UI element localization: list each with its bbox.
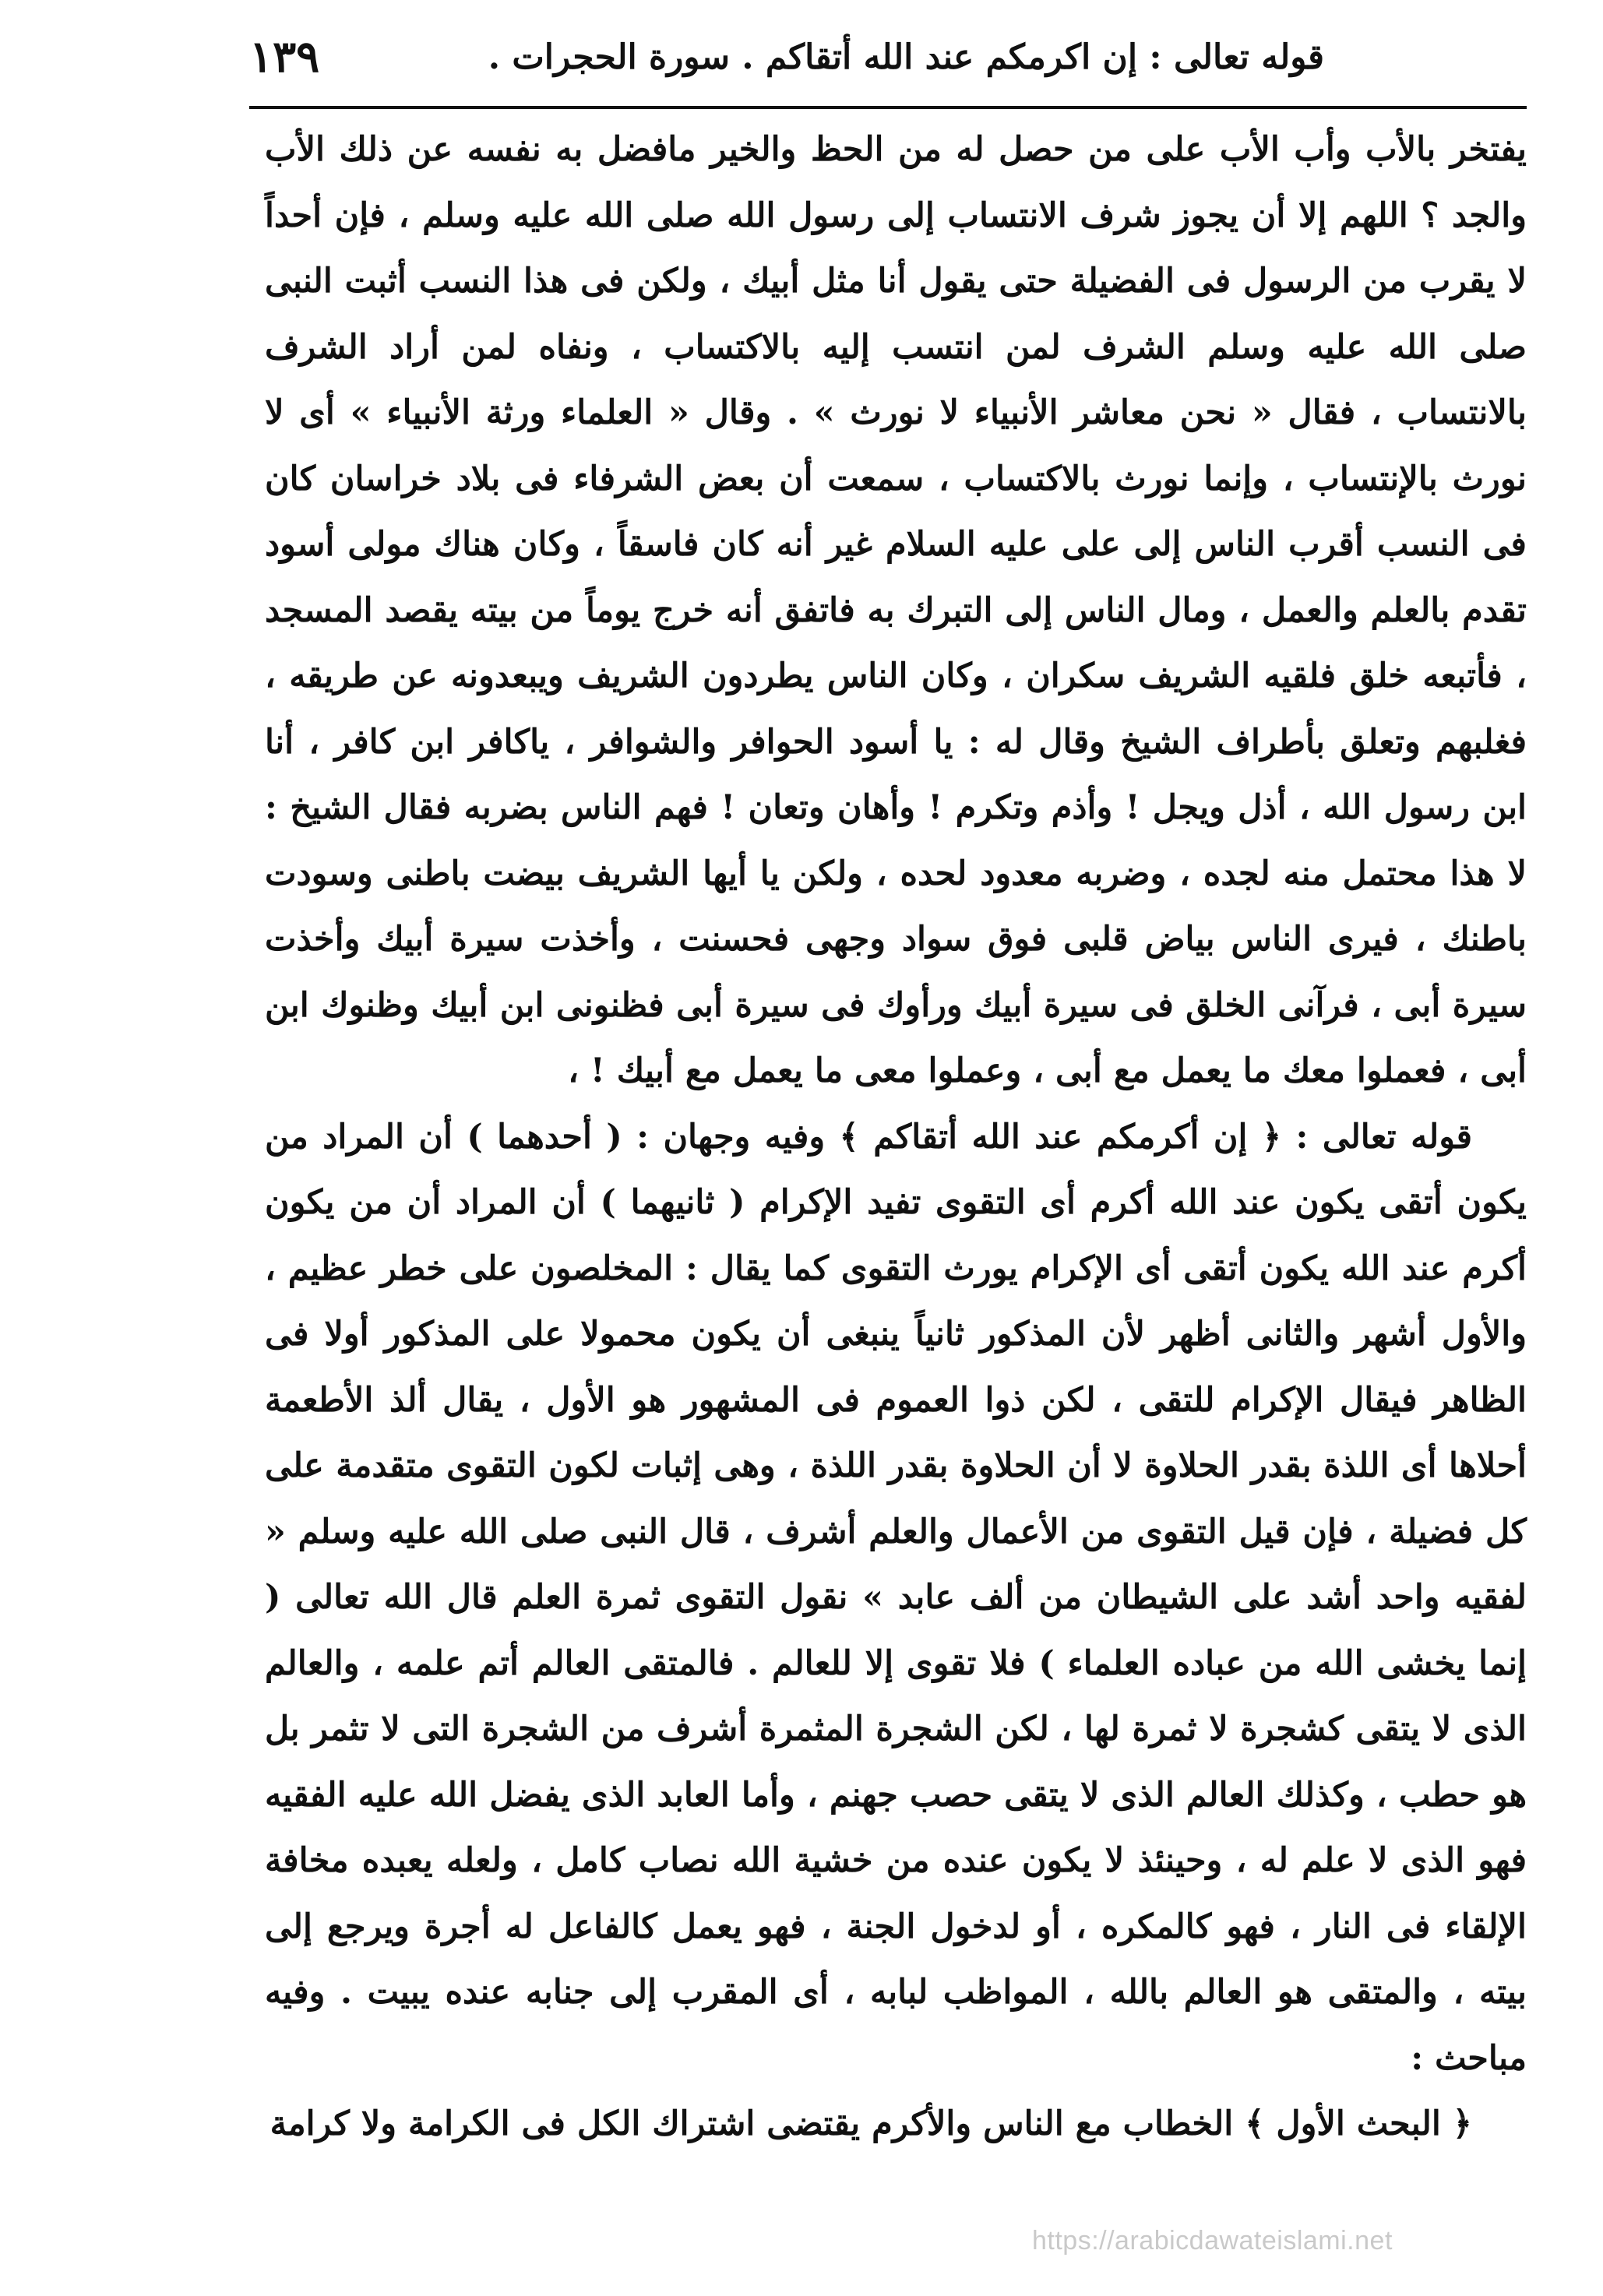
page-number: ١٣٩ xyxy=(249,31,320,83)
paragraph-genealogy-story: يفتخر بالأب وأب الأب على من حصل له من الحظ والخير مافضل به نفسه عن ذلك الأب والجد ؟ اللهم إلا أن يجوز شرف الانتساب إلى رسول الله صلى الله عليه وسلم ، فإن أحداً لا يقرب من الرسول فى الفضيلة حتى يقول أنا مثل أبيك ، ولكن فى هذا النسب أثبت النبى صلى الله عليه وسلم الشرف لمن انتسب إليه بالاكتساب ، ونفاه لمن أراد الشرف بالانتساب ، فقال « نحن معاشر الأنبياء لا نورث » . وقال « العلماء ورثة الأنبياء » أى لا نورث بالإنتساب ، وإنما نورث بالاكتساب ، سمعت أن بعض الشرفاء فى بلاد خراسان كان فى النسب أقرب الناس إلى على عليه السلام غير أنه كان فاسقاً ، وكان هناك مولى أسود تقدم بالعلم والعمل ، ومال الناس إلى التبرك به فاتفق أنه خرج يوماً من بيته يقصد المسجد ، فأتبعه خلق فلقيه الشريف سكران ، وكان الناس يطردون الشريف ويبعدونه عن طريقه ، فغلبهم وتعلق بأطراف الشيخ وقال له : يا أسود الحوافر والشوافر ، ياكافر ابن كافر ، أنا ابن رسول الله ، أذل ويجل ! وأذم وتكرم ! وأهان وتعان ! فهم الناس بضربه فقال الشيخ : لا هذا محتمل منه لجده ، وضربه معدود لحده ، ولكن يا أيها الشريف بيضت باطنى وسودت باطنك ، فيرى الناس بياض قلبى فوق سواد وجهى فحسنت ، وأخذت سيرة أبيك وأخذت سيرة أبى ، فرآنى الخلق فى سيرة أبيك ورأوك فى سيرة أبى فظنونى ابن أبيك وظنوك ابن أبى ، فعملوا معك ما يعمل مع أبى ، وعملوا معى ما يعمل مع أبيك ! ، xyxy=(265,130,1527,1090)
paragraph-verse-commentary: قوله تعالى : ﴿ إن أكرمكم عند الله أتقاكم ﴾ وفيه وجهان : ( أحدهما ) أن المراد من يكون أتقى يكون عند الله أكرم أى التقوى تفيد الإكرام ( ثانيهما ) أن المراد أن من يكون أكرم عند الله يكون أتقى أى الإكرام يورث التقوى كما يقال : المخلصون على خطر عظيم ، والأول أشهر والثانى أظهر لأن المذكور ثانياً ينبغى أن يكون محمولا على المذكور أولا فى الظاهر فيقال الإكرام للتقى ، لكن ذوا العموم فى المشهور هو الأول ، يقال ألذ الأطعمة أحلاها أى اللذة بقدر الحلاوة لا أن الحلاوة بقدر اللذة ، وهى إثبات لكون التقوى متقدمة على كل فضيلة ، فإن قيل التقوى من الأعمال والعلم أشرف ، قال النبى صلى الله عليه وسلم « لفقيه واحد أشد على الشيطان من ألف عابد » نقول التقوى ثمرة العلم قال الله تعالى ( إنما يخشى الله من عباده العلماء ) فلا تقوى إلا للعالم . فالمتقى العالم أتم علمه ، والعالم الذى لا يتقى كشجرة لا ثمرة لها ، لكن الشجرة المثمرة أشرف من الشجرة التى لا تثمر بل هو حطب ، وكذلك العالم الذى لا يتقى حصب جهنم ، وأما العابد الذى يفضل الله عليه الفقيه فهو الذى لا علم له ، وحينئذ لا يكون عنده من خشية الله نصاب كامل ، ولعله يعبده مخافة الإلقاء فى النار ، فهو كالمكره ، أو لدخول الجنة ، فهو يعمل كالفاعل له أجرة ويرجع إلى بيته ، والمتقى هو العالم بالله ، المواظب لبابه ، أى المقرب إلى جنابه عنده يبيت . وفيه مباحث : xyxy=(265,1117,1527,2078)
paragraph-first-discussion: ﴿ البحث الأول ﴾ الخطاب مع الناس والأكرم يقتضى اشتراك الكل فى الكرامة ولا كرامة xyxy=(270,2104,1472,2143)
running-header xyxy=(249,31,1324,98)
header-divider xyxy=(249,106,1527,109)
header-title: قوله تعالى : إن اكرمكم عند الله أتقاكم . سورة الحجرات . xyxy=(488,37,1324,77)
watermark-url: https://arabicdawateislami.net xyxy=(1032,2226,1393,2256)
body-text xyxy=(265,117,1527,2157)
